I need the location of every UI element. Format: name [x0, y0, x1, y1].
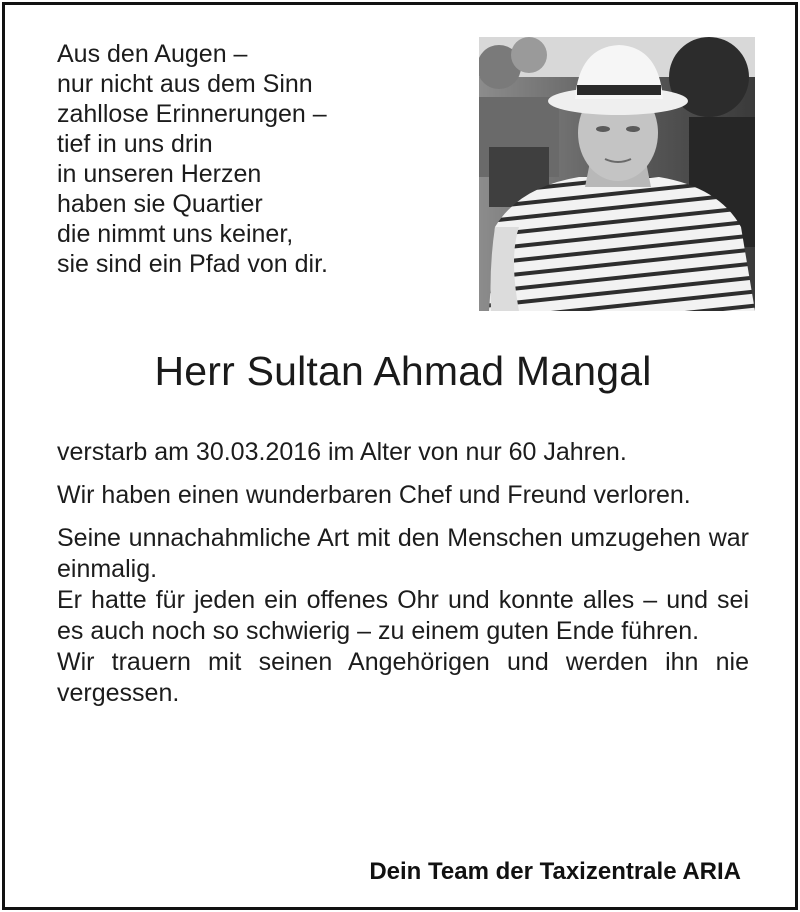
obituary-text: [57, 437, 749, 709]
portrait-photo-icon: [479, 37, 755, 311]
obituary-card: [2, 2, 798, 910]
poem-line: tief in uns drin: [57, 130, 213, 158]
paragraph: Wir haben einen wunderbaren Chef und Freund verloren.: [57, 481, 691, 509]
poem-line: die nimmt uns keiner,: [57, 220, 294, 248]
poem-line: haben sie Quartier: [57, 190, 263, 218]
signature: Dein Team der Taxizentrale ARIA: [369, 858, 741, 885]
deceased-name: Herr Sultan Ahmad Mangal: [154, 348, 652, 394]
poem-line: zahllose Erinnerungen –: [57, 100, 327, 128]
paragraph: Wir trauern mit seinen Angehörigen und werden ihn nie vergessen.: [57, 648, 749, 707]
poem-line: in unseren Herzen: [57, 160, 262, 188]
poem-line: Aus den Augen –: [57, 40, 248, 68]
poem-line: sie sind ein Pfad von dir.: [57, 250, 328, 278]
poem-line: nur nicht aus dem Sinn: [57, 70, 313, 98]
paragraph: Seine unnachahmliche Art mit den Menschen umzugehen war einmalig.: [57, 524, 749, 583]
portrait-photo: [479, 37, 755, 311]
paragraph: verstarb am 30.03.2016 im Alter von nur 60 Jahren.: [57, 438, 627, 466]
poem: [57, 39, 457, 279]
paragraph: Er hatte für jeden ein offenes Ohr und konnte alles – und sei es auch noch so schwierig – zu einem guten Ende führen.: [57, 586, 749, 645]
